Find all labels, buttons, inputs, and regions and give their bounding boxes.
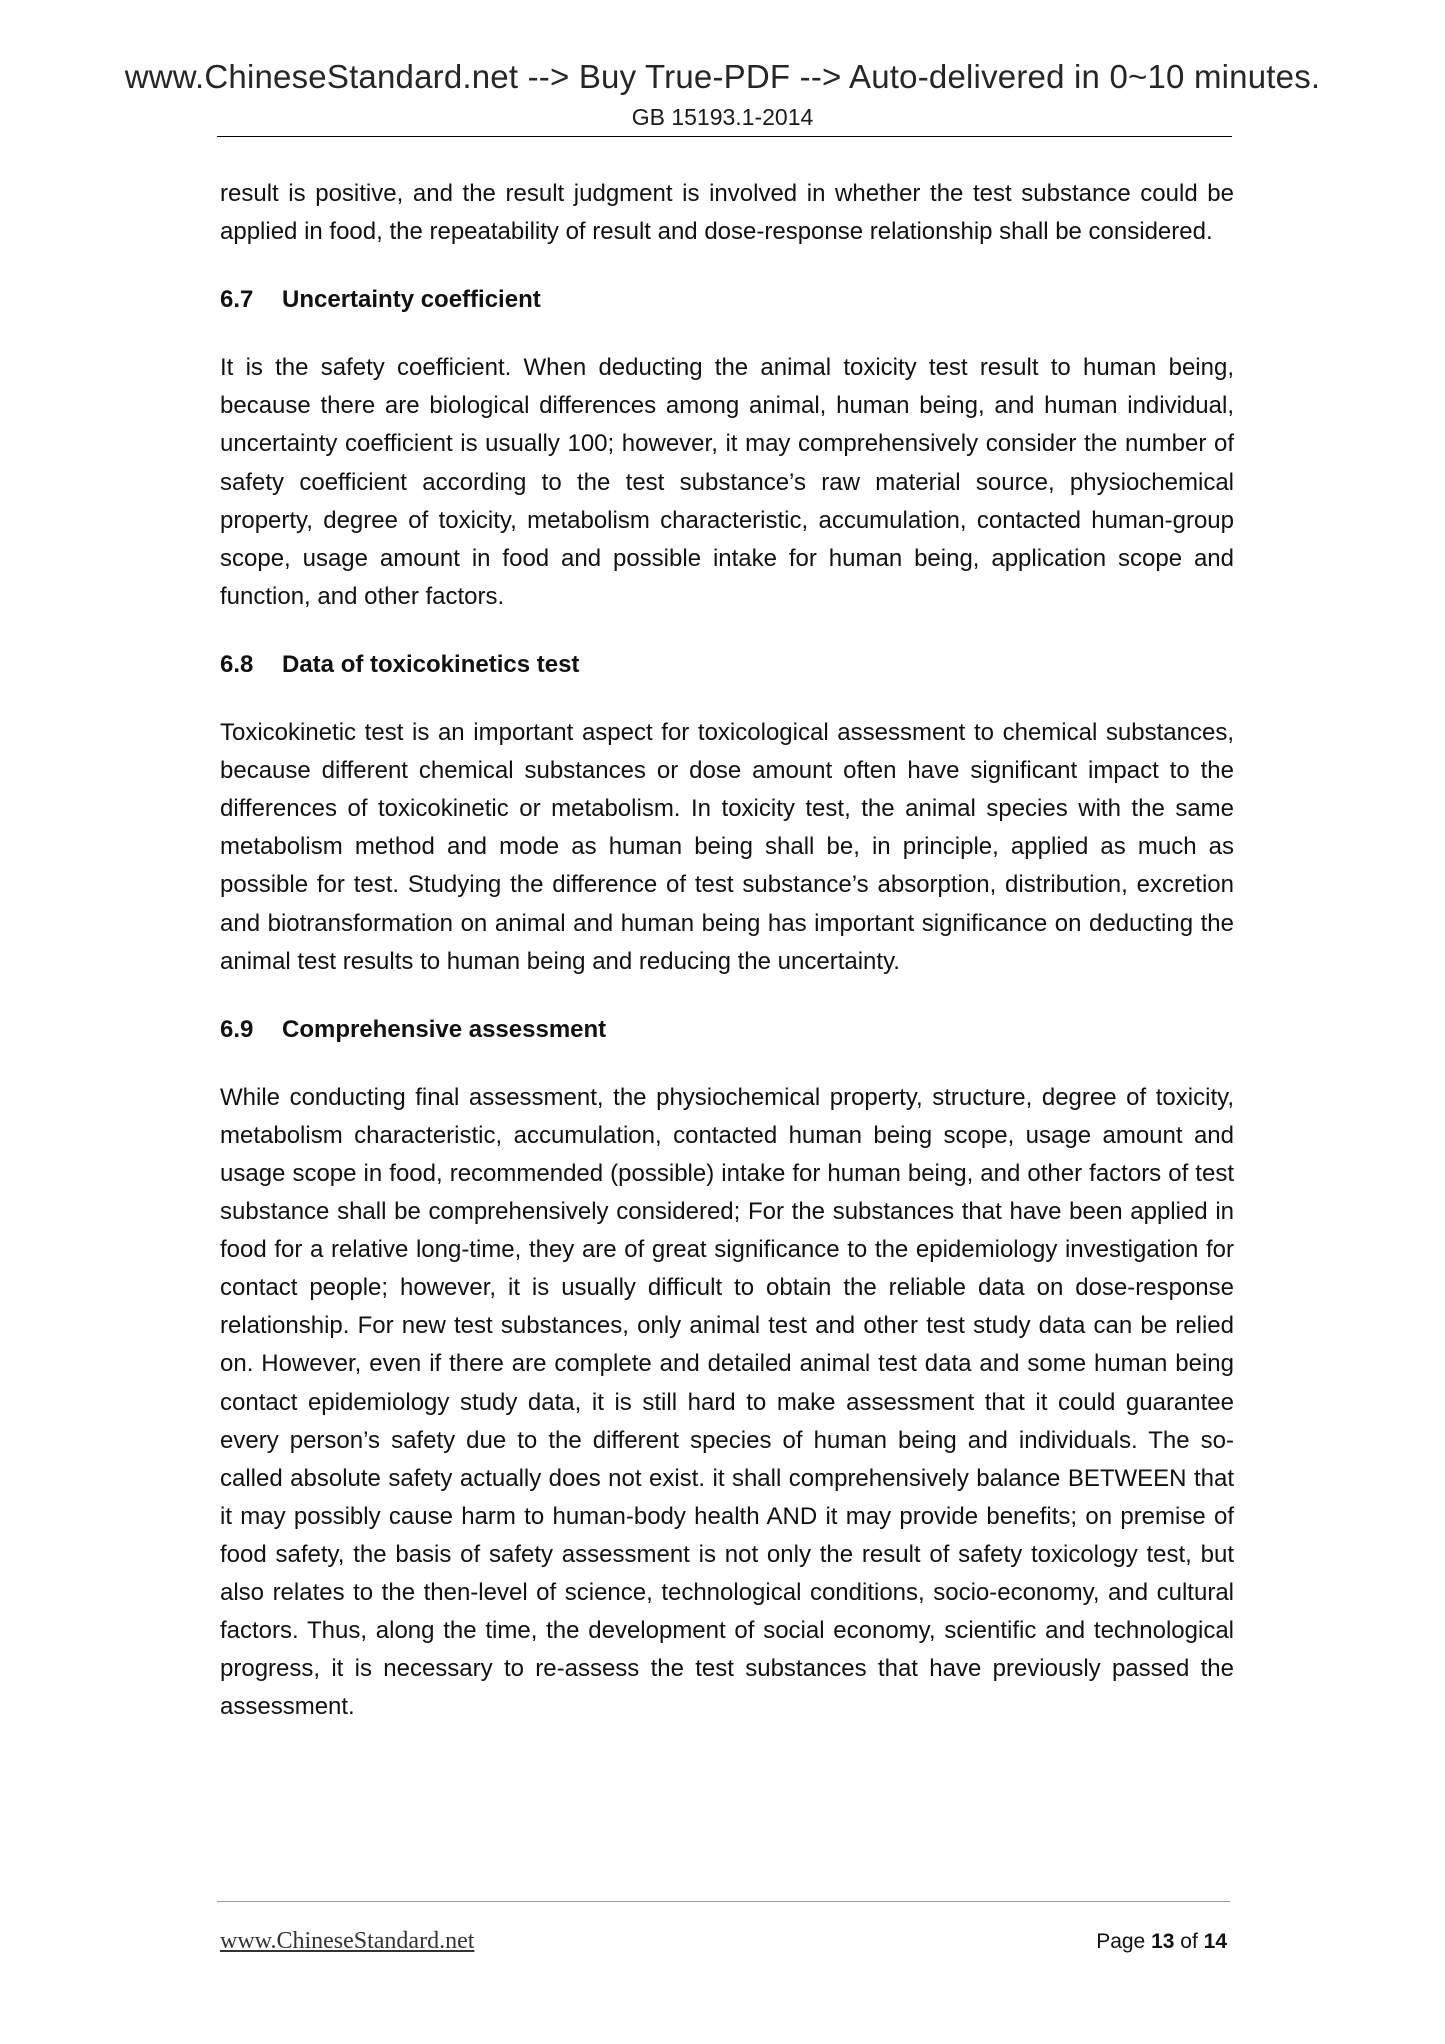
section-paragraph-6-8: Toxicokinetic test is an important aspect for toxicological assessment to chemical substances, because different chemical substances or dose amount often have significant impact to the differences of toxicokinetic or metabolism. In toxicity test, the animal species with the same metabolism method and mode as human being shall be, in principle, applied as much as possible for test. Studying the difference of test substance’s absorption, distribution, excretion and biotransformation on animal and human being has important significance on deducting the animal test results to human being and reducing the uncertainty. bbox=[220, 719, 1234, 975]
page-of: of bbox=[1180, 1930, 1198, 1953]
page-total: 14 bbox=[1203, 1930, 1227, 1953]
section-number: 6.8 bbox=[220, 650, 254, 678]
header-divider bbox=[217, 136, 1232, 137]
section-heading-6-7 bbox=[220, 281, 1234, 319]
footer-site-link[interactable]: www.ChineseStandard.net bbox=[220, 1928, 475, 1954]
section-paragraph-6-7: It is the safety coefficient. When deducting the animal toxicity test result to human being, because there are biological differences among animal, human being, and human individual, uncertainty coefficient is usually 100; however, it may comprehensively consider the number of safety coefficient according to the test substance’s raw material source, physiochemical property, degree of toxicity, metabolism characteristic, accumulation, contacted human-group scope, usage amount in food and possible intake for human being, application scope and function, and other factors. bbox=[220, 354, 1234, 610]
section-heading-6-9 bbox=[220, 1011, 1234, 1049]
document-code: GB 15193.1-2014 bbox=[631, 104, 814, 130]
document-body bbox=[220, 175, 1234, 1756]
page-prefix: Page bbox=[1096, 1930, 1146, 1953]
section-number: 6.9 bbox=[220, 1015, 254, 1043]
section-paragraph-6-9: While conducting final assessment, the physiochemical property, structure, degree of toxicity, metabolism characteristic, accumulation, contacted human being scope, usage amount and usage scope in food, recommended (possible) intake for human being, and other factors of test substance shall be comprehensively considered; For the substances that have been applied in food for a relative long-time, they are of great significance to the epidemiology investigation for contact people; however, it is usually difficult to obtain the reliable data on dose-response relationship. For new test substances, only animal test and other test study data can be relied on. However, even if there are complete and detailed animal test data and some human being contact epidemiology study data, it is still hard to make assessment that it could guarantee every person’s safety due to the different species of human being and individuals. The so-called absolute safety actually does not exist. it shall comprehensively balance BETWEEN that it may possibly cause harm to human-body health AND it may provide benefits; on premise of food safety, the basis of safety assessment is not only the result of safety toxicology test, but also relates to the then-level of science, technological conditions, socio-economy, and cultural factors. Thus, along the time, the development of social economy, scientific and technological progress, it is necessary to re-assess the test substances that have previously passed the assessment. bbox=[220, 1083, 1234, 1721]
section-heading-6-8 bbox=[220, 646, 1234, 684]
section-title: Uncertainty coefficient bbox=[282, 286, 541, 314]
page-current: 13 bbox=[1151, 1930, 1175, 1953]
section-title: Data of toxicokinetics test bbox=[282, 650, 580, 678]
page-number bbox=[1096, 1930, 1227, 1954]
section-title: Comprehensive assessment bbox=[282, 1015, 607, 1043]
header-banner: www.ChineseStandard.net --> Buy True-PDF --> Auto-delivered in 0~10 minutes. bbox=[124, 58, 1321, 95]
footer-divider bbox=[217, 1901, 1230, 1902]
section-number: 6.7 bbox=[220, 286, 254, 314]
intro-paragraph: result is positive, and the result judgment is involved in whether the test substance could be applied in food, the repeatability of result and dose-response relationship shall be considered. bbox=[220, 180, 1234, 246]
